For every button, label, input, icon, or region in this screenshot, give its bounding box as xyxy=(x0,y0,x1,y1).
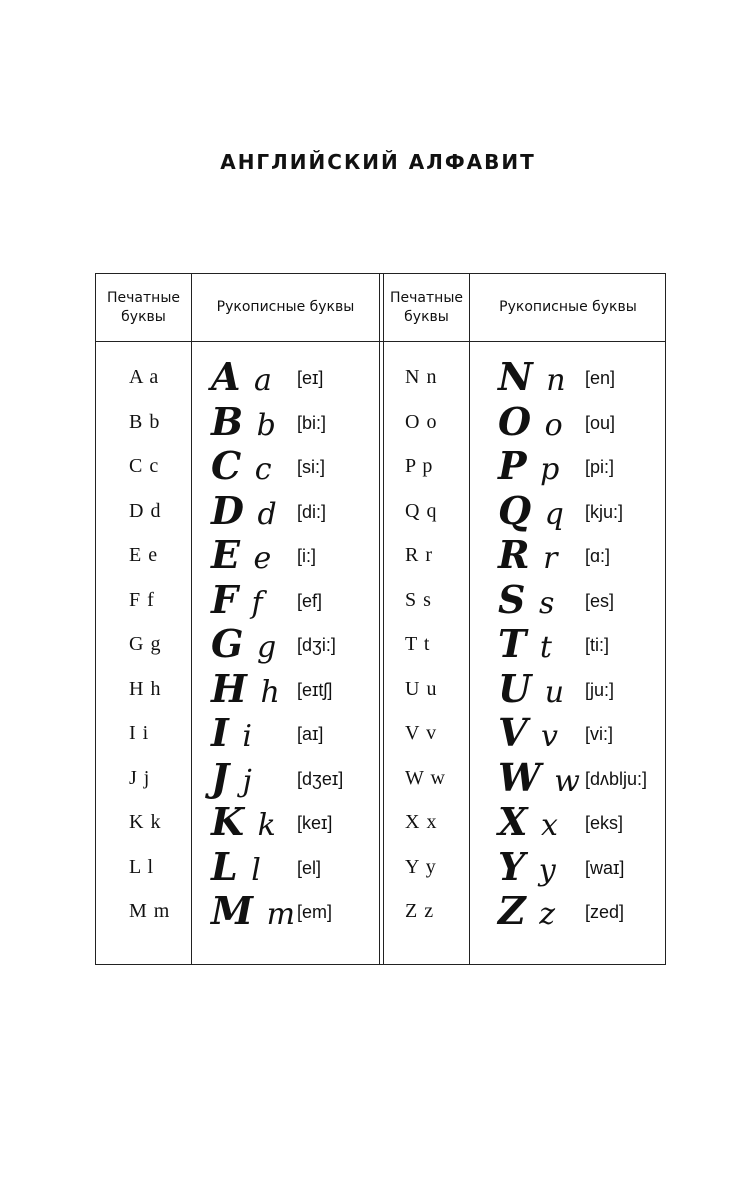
handwritten-uppercase: M xyxy=(211,888,256,933)
header-printed-right xyxy=(384,274,469,341)
printed-letter: Q q xyxy=(405,499,438,522)
handwritten-uppercase: Z xyxy=(498,888,528,933)
printed-letter: B b xyxy=(129,410,161,433)
handwritten-letter xyxy=(498,399,565,444)
handwritten-uppercase: L xyxy=(211,843,240,889)
printed-letter: K k xyxy=(129,811,162,833)
handwritten-letter xyxy=(498,888,557,933)
handwritten-lowercase: f xyxy=(251,585,265,621)
handwritten-letter xyxy=(211,844,263,889)
transcription: [dʒeɪ] xyxy=(297,768,344,789)
handwritten-lowercase: w xyxy=(554,763,582,799)
header-printed-line2: буквы xyxy=(404,308,449,325)
transcription: [ti:] xyxy=(585,635,610,655)
header-divider xyxy=(96,341,665,342)
transcription: [si:] xyxy=(297,457,326,477)
column-divider xyxy=(191,274,192,964)
handwritten-letter xyxy=(498,621,554,666)
handwritten-letter xyxy=(211,577,265,622)
handwritten-uppercase: J xyxy=(211,754,231,800)
handwritten-letter xyxy=(498,577,556,622)
handwritten-letter xyxy=(498,844,558,889)
handwritten-uppercase: H xyxy=(211,665,249,711)
handwritten-uppercase: K xyxy=(211,799,247,844)
handwritten-letter xyxy=(211,710,254,755)
transcription: [eɪtʃ] xyxy=(297,679,333,700)
page-title: АНГЛИЙСКИЙ АЛФАВИТ xyxy=(220,150,536,174)
transcription: [waɪ] xyxy=(585,857,625,878)
handwritten-lowercase: x xyxy=(541,808,560,843)
handwritten-uppercase: O xyxy=(498,398,534,444)
printed-letter: U u xyxy=(405,677,438,700)
printed-letter: T t xyxy=(405,633,431,655)
header-printed-line1: Печатные xyxy=(390,289,463,306)
column-divider xyxy=(383,274,384,964)
handwritten-lowercase: p xyxy=(540,452,562,487)
handwritten-uppercase: A xyxy=(211,354,243,399)
printed-letter: H h xyxy=(129,677,162,700)
printed-letter: P p xyxy=(405,455,434,477)
handwritten-letter xyxy=(211,799,278,844)
transcription: [bi:] xyxy=(297,412,327,433)
handwritten-letter xyxy=(498,710,560,755)
header-printed-left xyxy=(96,274,191,341)
column-divider xyxy=(379,274,380,964)
handwritten-lowercase: z xyxy=(539,897,558,932)
printed-letter: N n xyxy=(405,366,438,388)
handwritten-letter xyxy=(211,666,282,711)
handwritten-letter xyxy=(211,488,279,533)
printed-letter: G g xyxy=(129,633,162,655)
transcription: [zed] xyxy=(585,902,625,922)
handwritten-letter xyxy=(498,799,560,844)
handwritten-uppercase: F xyxy=(211,576,240,622)
transcription: [ef] xyxy=(297,590,323,611)
transcription: [di:] xyxy=(297,501,327,522)
printed-letter: A a xyxy=(129,366,160,388)
transcription: [ɑ:] xyxy=(585,546,611,566)
printed-letter: W w xyxy=(405,766,446,789)
header-printed-line1: Печатные xyxy=(107,289,180,306)
handwritten-uppercase: X xyxy=(498,799,530,844)
transcription: [el] xyxy=(297,857,322,878)
handwritten-lowercase: n xyxy=(546,363,568,398)
handwritten-lowercase: e xyxy=(253,541,274,576)
handwritten-uppercase: P xyxy=(498,443,529,488)
header-handwritten-label: Рукописные буквы xyxy=(216,299,355,315)
printed-letter: M m xyxy=(129,900,171,922)
printed-letter: J j xyxy=(129,766,151,789)
handwritten-letter xyxy=(211,755,254,800)
handwritten-uppercase: V xyxy=(498,710,530,755)
printed-letter: S s xyxy=(405,588,432,611)
handwritten-lowercase: j xyxy=(242,763,254,799)
header-handwritten-label: Рукописные буквы xyxy=(499,299,637,315)
handwritten-lowercase: r xyxy=(543,541,560,576)
transcription: [vi:] xyxy=(585,724,614,744)
printed-letter: F f xyxy=(129,588,155,611)
handwritten-lowercase: g xyxy=(257,630,279,665)
transcription: [i:] xyxy=(297,546,317,566)
handwritten-lowercase: v xyxy=(541,719,560,754)
transcription: [em] xyxy=(297,902,333,922)
transcription: [ju:] xyxy=(585,679,615,700)
column-divider xyxy=(469,274,470,964)
handwritten-letter xyxy=(498,532,559,577)
handwritten-uppercase: Y xyxy=(498,843,528,889)
handwritten-lowercase: d xyxy=(257,496,279,532)
handwritten-letter xyxy=(211,399,278,444)
header-printed-line2: буквы xyxy=(121,308,166,325)
handwritten-letter xyxy=(211,443,274,488)
handwritten-lowercase: a xyxy=(254,363,274,398)
handwritten-uppercase: I xyxy=(211,710,231,755)
transcription: [en] xyxy=(585,368,616,388)
handwritten-uppercase: E xyxy=(211,532,242,577)
handwritten-uppercase: T xyxy=(498,621,529,666)
handwritten-lowercase: t xyxy=(539,630,554,665)
printed-letter: Y y xyxy=(405,855,437,878)
handwritten-lowercase: y xyxy=(538,852,558,888)
transcription: [kju:] xyxy=(585,501,624,522)
handwritten-lowercase: i xyxy=(242,719,254,754)
transcription: [es] xyxy=(585,590,615,611)
handwritten-letter xyxy=(498,755,582,800)
handwritten-lowercase: l xyxy=(251,852,263,888)
transcription: [eks] xyxy=(585,813,624,833)
handwritten-letter xyxy=(498,354,568,399)
handwritten-letter xyxy=(211,888,297,933)
handwritten-lowercase: o xyxy=(544,407,565,443)
transcription: [dʒi:] xyxy=(297,635,336,655)
handwritten-lowercase: c xyxy=(254,452,274,487)
handwritten-lowercase: k xyxy=(257,808,278,843)
handwritten-lowercase: m xyxy=(266,897,298,932)
handwritten-lowercase: h xyxy=(260,674,282,710)
handwritten-uppercase: Q xyxy=(498,487,534,533)
transcription: [aɪ] xyxy=(297,724,324,744)
handwritten-uppercase: W xyxy=(498,754,543,800)
printed-letter: Z z xyxy=(405,900,435,922)
printed-letter: E e xyxy=(129,544,159,566)
printed-letter: C c xyxy=(129,455,160,477)
handwritten-uppercase: D xyxy=(211,487,246,533)
handwritten-lowercase: u xyxy=(544,674,567,710)
header-handwritten-right xyxy=(470,274,666,341)
handwritten-lowercase: b xyxy=(256,407,278,443)
alphabet-table xyxy=(95,273,666,965)
handwritten-letter xyxy=(498,443,561,488)
handwritten-letter xyxy=(211,621,278,666)
transcription: [keɪ] xyxy=(297,813,333,833)
handwritten-letter xyxy=(498,488,566,533)
printed-letter: R r xyxy=(405,544,433,566)
handwritten-uppercase: B xyxy=(211,398,246,444)
printed-letter: L l xyxy=(129,855,155,878)
handwritten-lowercase: q xyxy=(544,496,566,532)
handwritten-letter xyxy=(211,354,274,399)
printed-letter: I i xyxy=(129,722,150,744)
transcription: [eɪ] xyxy=(297,368,324,388)
transcription: [pi:] xyxy=(585,457,615,477)
handwritten-letter xyxy=(498,666,566,711)
transcription: [ou] xyxy=(585,412,616,433)
handwritten-uppercase: S xyxy=(498,576,528,622)
handwritten-uppercase: R xyxy=(498,532,532,577)
printed-letter: O o xyxy=(405,410,438,433)
handwritten-uppercase: C xyxy=(211,443,244,488)
printed-letter: D d xyxy=(129,499,162,522)
transcription: [dʌblju:] xyxy=(585,768,648,789)
handwritten-uppercase: G xyxy=(211,621,246,666)
handwritten-uppercase: U xyxy=(498,665,534,711)
printed-letter: V v xyxy=(405,722,438,744)
handwritten-letter xyxy=(211,532,273,577)
handwritten-uppercase: N xyxy=(498,354,535,399)
printed-letter: X x xyxy=(405,811,438,833)
header-handwritten-left xyxy=(192,274,379,341)
handwritten-lowercase: s xyxy=(539,585,557,621)
